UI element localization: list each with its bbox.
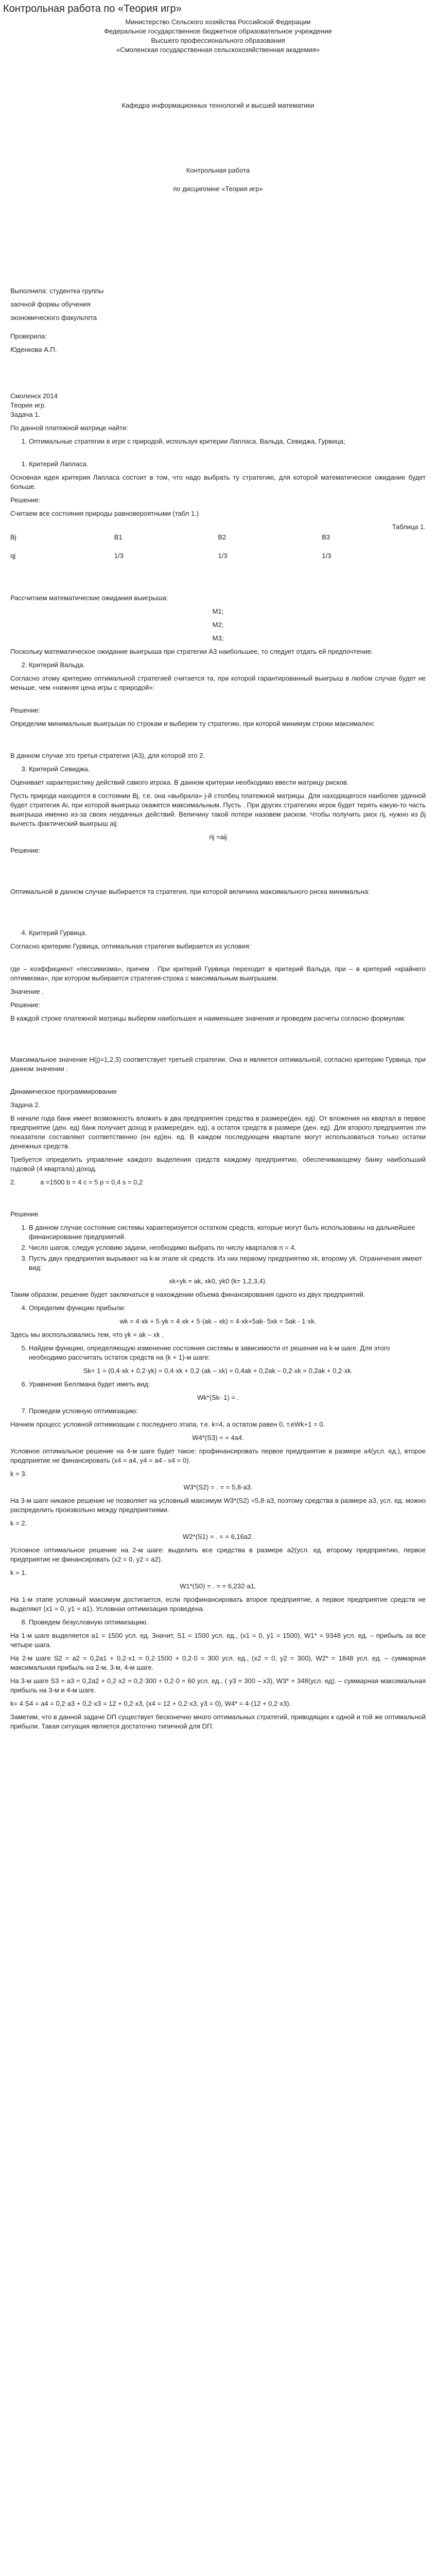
k3-label: k = 3.: [10, 1470, 27, 1478]
step-item: 8. Проведем безусловную оптимизацию.: [29, 1618, 426, 1627]
ministry-line: Министерство Сельского хозяйства Российской Федерации: [125, 18, 311, 26]
table-row: [10, 550, 426, 562]
final-note: Заметим, что в данной задаче DП существует бесконечно много оптимальных стратегий, приводящих к одной и той же оптимальной прибыли. Такая ситуация является достаточно типичной для DП.: [10, 1713, 426, 1730]
savage-text: Оценивает характеристику действий самого игрока. В данном критерии необходимо ввести матрицу рисков.: [10, 778, 349, 786]
w1-formula: W1*(S0) = . = = 6,232·a1.: [180, 1582, 256, 1590]
savage-heading: 3. Критерий Севиджа.: [29, 765, 426, 774]
step-item: 4. Определим функцию прибыли:: [29, 1303, 426, 1313]
solution-label-5: Решение: [10, 1210, 39, 1218]
table-cell: B2: [218, 533, 226, 541]
solution-label-4: Решение:: [10, 1001, 41, 1009]
step-item: 1. В данном случае состояние системы характеризуется остатком средств, которые могут быть использованы на дальнейшее финансирование предприятий.: [29, 1223, 426, 1242]
result-2: На 2-м шаге S2 = a2 = 0,2a1 + 0,2·x1 = 0,2·1500 + 0,2·0 = 300 усл. ед., (x2 = 0, y2 = 300), W2* = 1848 усл. ед. – суммарная максимальная прибыль на 2-м, 3-м, 4-м шаге.: [10, 1654, 426, 1671]
step-item: 5. Найдем функцию, определяющую изменение состояния системы в зависимости от решения на k-м шаге. Для этого необходимо рассчитать остаток средств на (k + 1)-м шаге:: [29, 1344, 426, 1362]
table-cell: B3: [322, 533, 330, 541]
result-1: На 1-м шаге выделяется a1 = 1500 усл. ед. Значит, S1 = 1500 усл. ед., (x1 = 0, y1 = 1500), W1* = 9348 усл. ед. – прибыль за все четыре шага.: [10, 1632, 426, 1649]
step-item: 2. Число шагов, следуя условию задачи, необходимо выбрать по числу кварталов n = 4.: [29, 1243, 426, 1252]
document-body: [0, 18, 436, 1731]
table-cell: 1/3: [218, 552, 228, 560]
author-block: [10, 286, 426, 354]
table-cell: Bj: [10, 533, 16, 541]
task2-heading: Задача 2.: [10, 1101, 41, 1109]
k2-label: k = 2.: [10, 1519, 27, 1527]
profit-text: Таким образом, решение будет заключаться в нахождении объема финансирования одного из двух предприятий.: [10, 1291, 365, 1298]
w4-text: Условное оптимальное решение на 4-м шаге будет такое: профинансировать первое предприятие в размере a4(усл. ед.), второе предприятие не финансировать (x4 = a4, y4 = a4 - x4 = 0).: [10, 1447, 426, 1464]
table-caption: Таблица 1.: [392, 523, 426, 531]
savage-text-2: Пусть природа находится в состоянии Bj, т.е. она «выбрала» j-й столбец платежной матрицы. Для находящегося наиболее удачной будет стратегия Ai, при которой выигрыш окажется максимальным. Пусть . При других стратегиях игрок будет терять какую-то часть выигрыша именно из-за своих неудачных действий. Величину такой потери назовем риском. Чтобы получить риск rij, нужно из βj вычесть фактический выигрыш aij:: [10, 792, 426, 827]
checker-name: Юденкова А.П.: [10, 346, 57, 353]
subject-line: Теория игр.: [10, 401, 46, 409]
city-year: Смоленск 2014: [10, 392, 58, 400]
params-number: 2.: [10, 1178, 16, 1186]
m3-formula: M3;: [212, 634, 224, 642]
task1-heading: Задача 1.: [10, 411, 41, 418]
table-row: [10, 532, 426, 543]
task2-params: [10, 1178, 426, 1187]
bellman-formula: Wk*(Sk- 1) = .: [197, 1394, 239, 1401]
table-cell: qj: [10, 552, 16, 560]
laplace-heading: 1. Критерий Лапласа.: [29, 460, 426, 469]
m2-formula: M2;: [212, 621, 224, 629]
hurwicz-text: Согласно критерию Гурвица, оптимальная стратегия выбирается из условия:: [10, 942, 251, 950]
author-line-3: экономического факультета: [10, 314, 97, 321]
academy-line: «Смоленская государственная сельскохозяйственная академия»: [116, 46, 320, 54]
dp-section: Динамическое программирование: [10, 1088, 117, 1095]
hurwicz-answer: Максимальное значение H(j)=1,2,3) соответствует третьей стратегии. Она и является оптимальной, согласно критерию Гурвица, при данном значении .: [10, 1056, 426, 1073]
params-values: a =1500 b = 4 c = 5 p = 0,4 s = 0,2: [40, 1178, 143, 1186]
task1-intro: По данной платежной матрице найти:: [10, 424, 128, 432]
wald-text: Согласно этому критерию оптимальной стратегией считается та, при которой гарантированный выигрыш в любом случае будет не меньше, чем «нижняя цена игры с природой»:: [10, 674, 426, 691]
checked-label: Проверила:: [10, 332, 47, 340]
solution-label-2: Решение:: [10, 706, 41, 714]
hurwicz-solution: В каждой строке платежной матрицы выберем наибольшее и наименьшее значения и проведем расчеты согласно формулам:: [10, 1014, 406, 1022]
wk-note: Здесь мы воспользовались тем, что yk = ak – xk .: [10, 1331, 164, 1338]
department-line: Кафедра информационных технологий и высшей математики: [121, 101, 315, 109]
m1-formula: M1;: [212, 607, 224, 615]
solution-label-1: Решение:: [10, 496, 41, 504]
wald-heading: 2. Критерий Вальда.: [29, 660, 426, 670]
table-cell: 1/3: [114, 552, 124, 560]
step-item: 7. Проведем условную оптимизацию:: [29, 1406, 426, 1416]
equal-prob-text: Считаем все состояния природы равновероятными (табл 1.): [10, 510, 199, 517]
step-item: 3. Пусть двух предприятия вырывают на k-м этапе xk средств. Из них первому предприятию xk, второму yk. Ограничения имеют вид:: [29, 1254, 426, 1273]
w3-text: На 3-м шаге никакое решение не позволяет на условный максимум W3*(S2) =5,8·a3, поэтому средства в размере a3, усл. ед. можно распределить произвольно между предприятиями.: [10, 1497, 426, 1514]
author-line-1: Выполнила: студентка группы: [10, 287, 104, 295]
table-cell: B1: [114, 533, 123, 541]
laplace-text: Основная идея критерия Лапласа состоит в том, что надо выбрать ту стратегию, для которой математическое ожидание будет больше.: [10, 473, 426, 490]
title-page-header: [10, 18, 426, 55]
w1-text: На 1-м этапе условный максимум достигается, если профинансировать второе предприятие, а первое предприятие средств не выделяют (x1 = 0, y1 = a1). Условная оптимизация проведена.: [10, 1596, 426, 1613]
result-4: k= 4 S4 = a4 = 0,2·a3 + 0,2·x3 = 12 + 0,2·x3, (x4 = 12 + 0,2·x3, y3 = 0), W4* = 4·(12 + 0,2·x3).: [10, 1700, 291, 1707]
w3-formula: W3*(S2) = . = = 5,8·a3.: [183, 1483, 253, 1491]
w2-text: Условное оптимальное решение на 2-м шаге: выделить все средства в размере a2(усл. ед. второму предприятию, первое предприятие не финансировать (x2 = 0, y2 = a2).: [10, 1546, 426, 1563]
hurwicz-value: Значение .: [10, 988, 44, 995]
laplace-conclusion: Поскольку математическое ожидание выигрыша при стратегии А3 наибольшее, то следует отдать ей предпочтение.: [10, 648, 373, 655]
hurwicz-heading: 4. Критерий Гурвица.: [29, 928, 426, 938]
probability-table: [10, 532, 426, 562]
savage-answer: Оптимальной в данном случае выбирается та стратегия, при которой величина максимального риска минимальна:: [10, 888, 370, 895]
task1-item-1: 1. Оптимальные стратегии в игре с природой, используя критерии Лапласа, Вальда, Севиджа, Гурвица;: [29, 437, 426, 446]
constraint-formula: xk+yk = ak, xk0, yk0 (k= 1,2,3,4).: [169, 1277, 267, 1285]
hurwicz-text-2: где – коэффициент «пессимизма», причем . При критерий Гурвица переходит в критерий Вальда, при – в критерий «крайнего оптимизма», при котором выбирается стратегия-строка с максимальным выигрышем.: [10, 965, 426, 982]
table-cell: 1/3: [322, 552, 332, 560]
rij-formula: rij =aij: [209, 833, 227, 841]
discipline-line: по дисциплине «Теория игр»: [173, 185, 263, 193]
sk-formula: Sk+ 1 = (0,4·xk + 0,2·yk) = 0,4·xk + 0,2·(ak – xk) = 0,4ak + 0,2ak – 0,2·xk = 0,2ak + 0,2·xk.: [83, 1367, 353, 1375]
task2-text-1: В начале года банк имеет возможность вложить в два предприятия средства в размере(ден. ед). От вложения на квартал в первое предприятие (ден. ед) банк получает доход в размере(ден. ед), а остаток средств в размере (ден. ед). Для второго предприятия эти показатели составляют соответственно (ен ед)ен. ед. В каждом последующем квартале могут использоваться только остатки денежных средств.: [10, 1114, 426, 1150]
level-line: Высшего профессионального образования: [151, 37, 285, 44]
w4-formula: W4*(S3) = = 4a4.: [192, 1434, 244, 1442]
task2-text-2: Требуется определить управление каждого выделения средств каждому предприятию, обеспечивающему банку наибольший годовой (4 квартала) доход.: [10, 1156, 426, 1173]
wald-answer: В данном случае это третья стратегия (А3), для которой это 2.: [10, 752, 205, 759]
work-type: Контрольная работа: [186, 166, 250, 174]
federal-line: Федеральное государственное бюджетное образовательное учреждение: [104, 27, 332, 35]
wk-formula: wk = 4·xk + 5·yk = 4·xk + 5·(ak – xk) = 4·xk+5ak- 5xk = 5ak - 1·xk.: [119, 1317, 317, 1325]
k1-label: k = 1.: [10, 1569, 27, 1577]
expect-calc-text: Рассчитаем математические ожидания выигрыша:: [10, 594, 168, 602]
w2-formula: W2*(S1) = . = = 6,16a2.: [183, 1533, 253, 1540]
solution-label-3: Решение:: [10, 846, 41, 854]
author-line-2: заочной формы обучения: [10, 300, 91, 308]
page-title: Контрольная работа по «Теория игр»: [3, 3, 182, 14]
step-item: 6. Уравнение Беллмана будет иметь вид:: [29, 1380, 426, 1389]
step7-text: Начнем процесс условной оптимизации с последнего этапа, т.е. k=4, а остатом равен 0, т.еWk+1 = 0.: [10, 1420, 325, 1428]
result-3: На 3-м шаге S3 = a3 = 0,2a2 + 0,2·x2 = 0,2·300 + 0,2·0 = 60 усл. ед., ( y3 = 300 – x3), W3* = 348(усл. ед). – суммарная максимальная прибыль на 3-м и 4-м шаге.: [10, 1677, 426, 1694]
wald-solution: Определим минимальные выигрыши по строкам и выберем ту стратегию, при которой минимум строки максимален:: [10, 720, 375, 727]
